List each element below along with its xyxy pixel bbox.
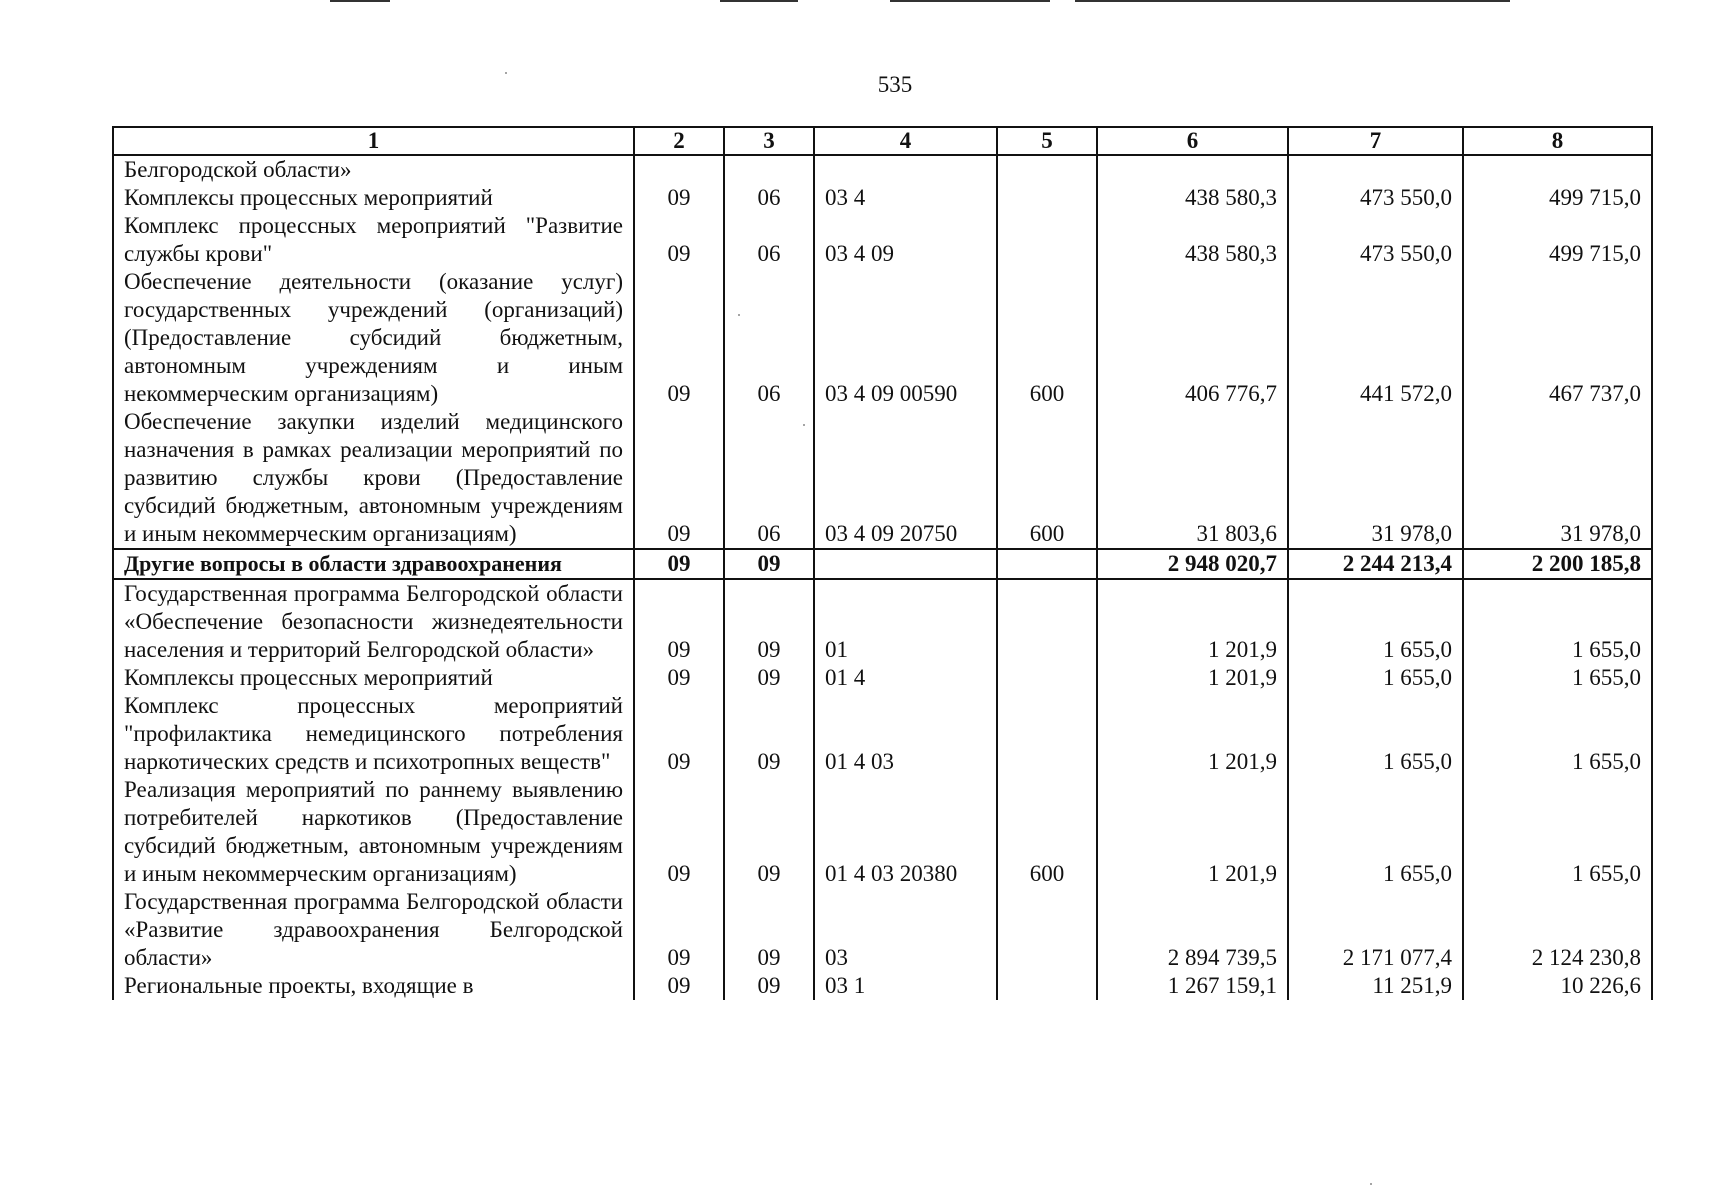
amount-col-7: 1 655,0 — [1288, 776, 1463, 888]
table-row — [113, 692, 1652, 776]
table-row — [113, 212, 1652, 268]
table-row — [113, 776, 1652, 888]
column-header: 8 — [1463, 127, 1652, 155]
target-article-code: 03 4 — [814, 184, 997, 212]
column-header: 5 — [997, 127, 1097, 155]
amount-col-8: 1 655,0 — [1463, 579, 1652, 664]
target-article-code: 01 4 03 — [814, 692, 997, 776]
amount-col-8: 1 655,0 — [1463, 776, 1652, 888]
row-name: Комплексы процессных мероприятий — [113, 664, 634, 692]
subsection-code: 09 — [724, 776, 814, 888]
section-code: 09 — [634, 184, 724, 212]
target-article-code: 03 4 09 00590 — [814, 268, 997, 408]
section-code: 09 — [634, 888, 724, 972]
amount-col-6: 2 894 739,5 — [1097, 888, 1288, 972]
target-article-code: 03 1 — [814, 972, 997, 1000]
amount-col-8: 31 978,0 — [1463, 408, 1652, 549]
expense-type-code — [997, 692, 1097, 776]
section-code: 09 — [634, 692, 724, 776]
table-body — [113, 155, 1652, 1000]
amount-col-7: 441 572,0 — [1288, 268, 1463, 408]
target-article-code: 03 4 09 — [814, 212, 997, 268]
row-name: Обеспечение закупки изделий медицинского назначения в рамках реализации мероприятий по развитию службы крови (Предоставление субсидий бюджетным, автономным учреждениям и иным некоммерческим организациям) — [113, 408, 634, 549]
expense-type-code — [997, 184, 1097, 212]
column-header: 4 — [814, 127, 997, 155]
table-row — [113, 408, 1652, 549]
table-row — [113, 664, 1652, 692]
top-scan-rule — [720, 0, 798, 2]
table-row — [113, 155, 1652, 184]
top-scan-rule — [330, 0, 390, 2]
subsection-code: 09 — [724, 549, 814, 579]
top-scan-rule — [890, 0, 1050, 2]
expense-type-code — [997, 888, 1097, 972]
subsection-code: 09 — [724, 972, 814, 1000]
subsection-code: 06 — [724, 184, 814, 212]
target-article-code: 03 — [814, 888, 997, 972]
target-article-code: 01 — [814, 579, 997, 664]
subsection-code — [724, 155, 814, 184]
expense-type-code: 600 — [997, 408, 1097, 549]
row-name: Региональные проекты, входящие в — [113, 972, 634, 1000]
section-code: 09 — [634, 549, 724, 579]
amount-col-8 — [1463, 155, 1652, 184]
expense-type-code — [997, 664, 1097, 692]
amount-col-8: 2 124 230,8 — [1463, 888, 1652, 972]
page-number: 535 — [877, 72, 913, 97]
subsection-code: 06 — [724, 212, 814, 268]
amount-col-8: 1 655,0 — [1463, 664, 1652, 692]
amount-col-7: 2 171 077,4 — [1288, 888, 1463, 972]
subsection-code: 09 — [724, 692, 814, 776]
amount-col-6: 406 776,7 — [1097, 268, 1288, 408]
column-header: 1 — [113, 127, 634, 155]
target-article-code — [814, 155, 997, 184]
section-code: 09 — [634, 776, 724, 888]
row-name: Государственная программа Белгородской области «Развитие здравоохранения Белгородской области» — [113, 888, 634, 972]
amount-col-7: 1 655,0 — [1288, 579, 1463, 664]
table-row — [113, 268, 1652, 408]
row-name: Реализация мероприятий по раннему выявлению потребителей наркотиков (Предоставление субсидий бюджетным, автономным учреждениям и иным некоммерческим организациям) — [113, 776, 634, 888]
table-header-row — [113, 127, 1652, 155]
amount-col-7: 31 978,0 — [1288, 408, 1463, 549]
subsection-code: 09 — [724, 579, 814, 664]
expense-type-code: 600 — [997, 268, 1097, 408]
amount-col-7: 473 550,0 — [1288, 184, 1463, 212]
section-code: 09 — [634, 212, 724, 268]
section-code: 09 — [634, 579, 724, 664]
amount-col-7: 2 244 213,4 — [1288, 549, 1463, 579]
expense-type-code — [997, 155, 1097, 184]
row-name: Другие вопросы в области здравоохранения — [113, 549, 634, 579]
target-article-code: 03 4 09 20750 — [814, 408, 997, 549]
column-header: 6 — [1097, 127, 1288, 155]
scan-speck — [1370, 1183, 1372, 1185]
section-code: 09 — [634, 664, 724, 692]
target-article-code — [814, 549, 997, 579]
row-name: Обеспечение деятельности (оказание услуг) государственных учреждений (организаций) (Предоставление субсидий бюджетным, автономным учреждениям и иным некоммерческим организациям) — [113, 268, 634, 408]
amount-col-7: 1 655,0 — [1288, 692, 1463, 776]
amount-col-8: 499 715,0 — [1463, 212, 1652, 268]
amount-col-6: 1 201,9 — [1097, 664, 1288, 692]
expense-type-code — [997, 972, 1097, 1000]
top-scan-rule — [1075, 0, 1510, 2]
amount-col-7: 11 251,9 — [1288, 972, 1463, 1000]
section-code: 09 — [634, 268, 724, 408]
amount-col-6: 1 267 159,1 — [1097, 972, 1288, 1000]
subsection-code: 09 — [724, 664, 814, 692]
section-code: 09 — [634, 972, 724, 1000]
amount-col-6: 438 580,3 — [1097, 184, 1288, 212]
table-row — [113, 888, 1652, 972]
table-row — [113, 579, 1652, 664]
amount-col-6: 2 948 020,7 — [1097, 549, 1288, 579]
target-article-code: 01 4 03 20380 — [814, 776, 997, 888]
row-name: Белгородской области» — [113, 155, 634, 184]
amount-col-6: 31 803,6 — [1097, 408, 1288, 549]
row-name: Комплекс процессных мероприятий "Развитие службы крови" — [113, 212, 634, 268]
amount-col-8: 2 200 185,8 — [1463, 549, 1652, 579]
expense-type-code: 600 — [997, 776, 1097, 888]
amount-col-8: 1 655,0 — [1463, 692, 1652, 776]
amount-col-6: 1 201,9 — [1097, 776, 1288, 888]
amount-col-7 — [1288, 155, 1463, 184]
target-article-code: 01 4 — [814, 664, 997, 692]
column-header: 2 — [634, 127, 724, 155]
expense-type-code — [997, 579, 1097, 664]
column-header: 3 — [724, 127, 814, 155]
expense-type-code — [997, 212, 1097, 268]
amount-col-6 — [1097, 155, 1288, 184]
row-name: Государственная программа Белгородской области «Обеспечение безопасности жизнедеятельности населения и территорий Белгородской области» — [113, 579, 634, 664]
budget-table — [112, 126, 1653, 1000]
row-name: Комплексы процессных мероприятий — [113, 184, 634, 212]
amount-col-6: 1 201,9 — [1097, 692, 1288, 776]
subsection-code: 06 — [724, 408, 814, 549]
subsection-code: 06 — [724, 268, 814, 408]
row-name: Комплекс процессных мероприятий "профилактика немедицинского потребления наркотических средств и психотропных веществ" — [113, 692, 634, 776]
expense-type-code — [997, 549, 1097, 579]
table-row — [113, 972, 1652, 1000]
table-row — [113, 549, 1652, 579]
amount-col-6: 438 580,3 — [1097, 212, 1288, 268]
section-code: 09 — [634, 408, 724, 549]
amount-col-8: 10 226,6 — [1463, 972, 1652, 1000]
amount-col-6: 1 201,9 — [1097, 579, 1288, 664]
table-row — [113, 184, 1652, 212]
amount-col-7: 1 655,0 — [1288, 664, 1463, 692]
column-header: 7 — [1288, 127, 1463, 155]
section-code — [634, 155, 724, 184]
amount-col-8: 499 715,0 — [1463, 184, 1652, 212]
subsection-code: 09 — [724, 888, 814, 972]
amount-col-7: 473 550,0 — [1288, 212, 1463, 268]
amount-col-8: 467 737,0 — [1463, 268, 1652, 408]
